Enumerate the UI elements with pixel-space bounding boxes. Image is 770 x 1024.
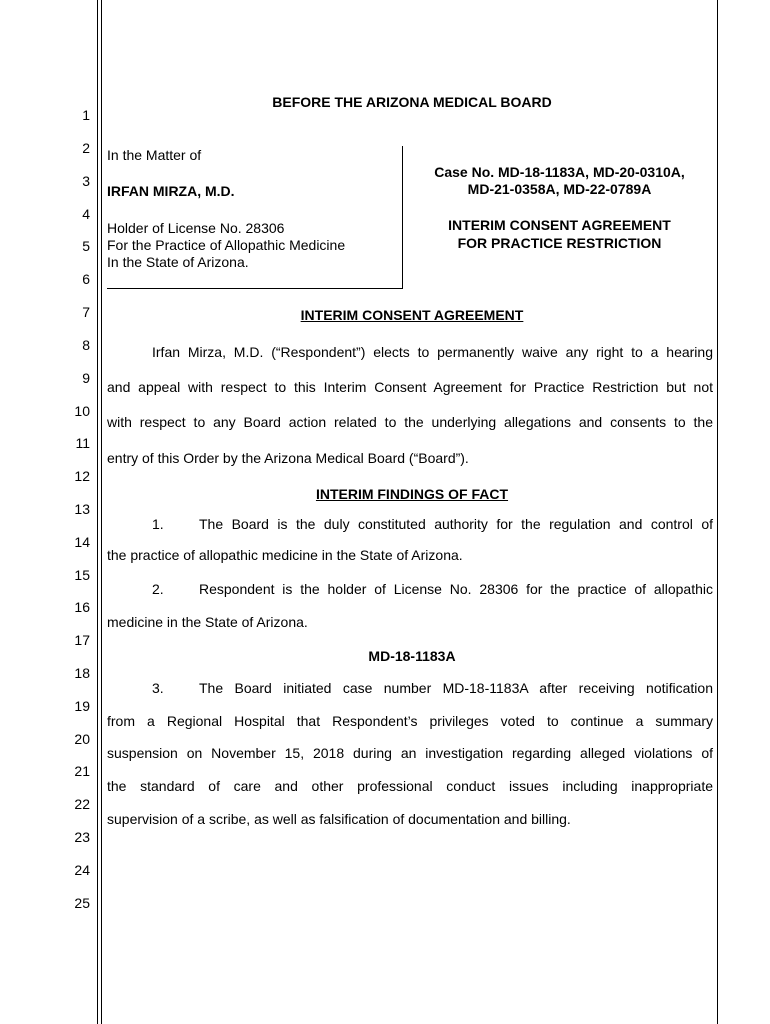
line-number: 17	[74, 632, 90, 648]
paragraph-line: Irfan Mirza, M.D. (“Respondent”) elects to permanently waive any right to a hearing	[152, 344, 713, 360]
case-number-line1: Case No. MD-18-1183A, MD-20-0310A,	[434, 164, 685, 180]
license-line: Holder of License No. 28306	[107, 220, 285, 236]
document-title-line1: INTERIM CONSENT AGREEMENT	[448, 217, 671, 233]
line-number: 23	[74, 829, 90, 845]
line-number: 14	[74, 534, 90, 550]
paragraph-line: the standard of care and other professional conduct issues including inappropriate	[107, 778, 713, 794]
left-margin-rule-inner	[101, 0, 102, 1024]
respondent-name: IRFAN MIRZA, M.D.	[107, 183, 235, 199]
line-number: 21	[74, 763, 90, 779]
line-number: 16	[74, 599, 90, 615]
line-number: 1	[82, 107, 90, 123]
paragraph-line: medicine in the State of Arizona.	[107, 614, 308, 630]
line-number: 10	[74, 403, 90, 419]
paragraph-number: 1.	[152, 516, 164, 532]
document-title-line2: FOR PRACTICE RESTRICTION	[457, 235, 662, 251]
line-number: 8	[82, 337, 90, 353]
state-line: In the State of Arizona.	[107, 254, 249, 270]
matter-label: In the Matter of	[107, 147, 202, 163]
section-heading-case: MD-18-1183A	[368, 648, 456, 664]
practice-line: For the Practice of Allopathic Medicine	[107, 237, 346, 253]
paragraph-line: the practice of allopathic medicine in the State of Arizona.	[107, 547, 463, 563]
paragraph-line: entry of this Order by the Arizona Medical Board (“Board”).	[107, 450, 469, 466]
left-margin-rule-outer	[97, 0, 98, 1024]
paragraph-line: The Board is the duly constituted authority for the regulation and control of	[199, 516, 713, 532]
paragraph-line: supervision of a scribe, as well as falsification of documentation and billing.	[107, 811, 571, 827]
line-number: 5	[82, 238, 90, 254]
line-number: 20	[74, 731, 90, 747]
case-caption-box	[107, 146, 403, 289]
paragraph-line: suspension on November 15, 2018 during an investigation regarding alleged violations of	[107, 745, 713, 761]
line-number: 15	[74, 567, 90, 583]
line-number: 19	[74, 698, 90, 714]
case-number-line2: MD-21-0358A, MD-22-0789A	[467, 181, 652, 197]
paragraph-number: 2.	[152, 581, 164, 597]
section-heading-findings: INTERIM FINDINGS OF FACT	[315, 486, 509, 502]
paragraph-line: The Board initiated case number MD-18-1183A after receiving notification	[199, 680, 713, 696]
line-number: 7	[82, 304, 90, 320]
line-number: 2	[82, 140, 90, 156]
line-number: 6	[82, 271, 90, 287]
paragraph-line: Respondent is the holder of License No. 28306 for the practice of allopathic	[199, 581, 713, 597]
line-number: 18	[74, 665, 90, 681]
line-number: 9	[82, 370, 90, 386]
paragraph-number: 3.	[152, 680, 164, 696]
right-margin-rule	[717, 0, 718, 1024]
line-number: 11	[75, 435, 90, 451]
paragraph-line: with respect to any Board action related to the underlying allegations and consents to the	[107, 414, 713, 430]
line-number: 4	[82, 206, 90, 222]
line-number: 22	[74, 796, 90, 812]
section-heading-consent: INTERIM CONSENT AGREEMENT	[300, 307, 524, 323]
paragraph-line: from a Regional Hospital that Respondent’s privileges voted to continue a summary	[107, 713, 713, 729]
paragraph-line: and appeal with respect to this Interim Consent Agreement for Practice Restriction but not	[107, 379, 713, 395]
line-number: 13	[74, 501, 90, 517]
line-number: 3	[82, 173, 90, 189]
page-title: BEFORE THE ARIZONA MEDICAL BOARD	[272, 94, 552, 110]
line-number: 12	[74, 468, 90, 484]
line-number: 25	[74, 895, 90, 911]
line-number: 24	[74, 862, 90, 878]
